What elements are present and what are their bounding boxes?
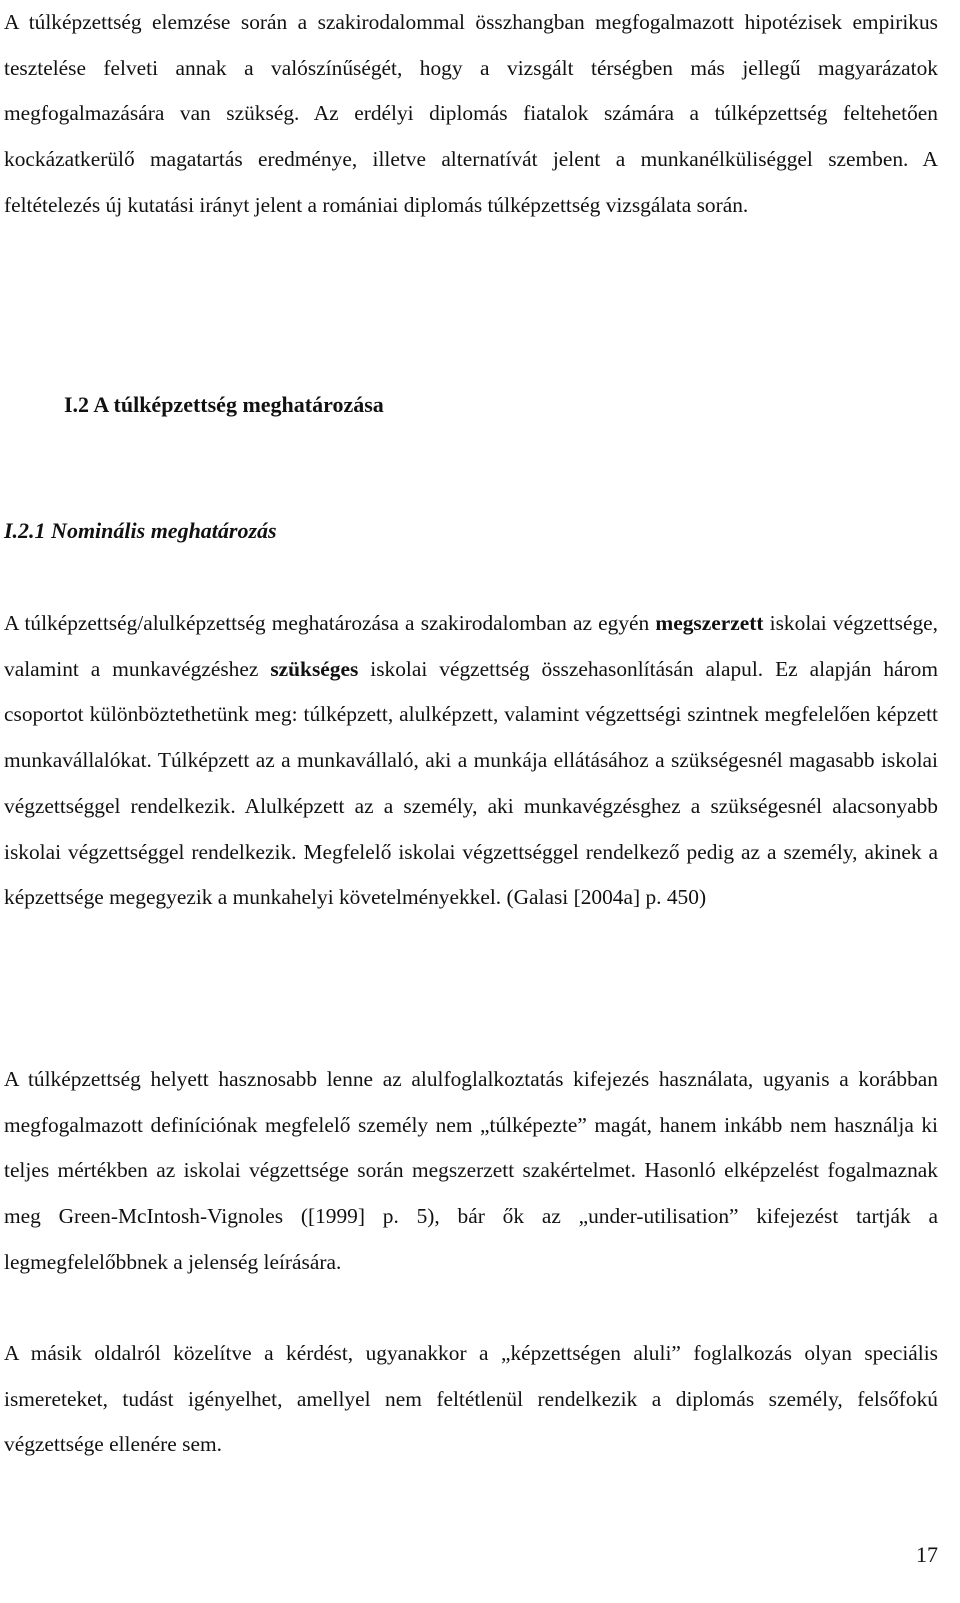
paragraph-text-segment: iskolai végzettsége, valamint a munkavégzéshez: [4, 611, 938, 681]
page-number: 17: [916, 1542, 938, 1567]
bold-term-acquired: megszerzett: [655, 611, 764, 635]
paragraph-text-segment: A túlképzettség/alulképzettség meghatározása a szakirodalomban az egyén: [4, 611, 656, 635]
paragraph-text-segment: iskolai végzettség összehasonlításán alapul. Ez alapján három csoportot különböztethetünk meg: túlképzett, alulképzett, valamint végzettségi szintnek megfelelően képzett munkavállalókat. Túlképzett az a munkavállaló, aki a munkája ellátásához a szükségesnél magasabb iskolai végzettséggel rendelkezik. Alulképzett az a személy, aki munkavégzésghez a szükségesnél alacsonyabb iskolai végzettséggel rendelkezik. Megfelelő iskolai végzettséggel rendelkező pedig az a személy, akinek a képzettsége megegyezik a munkahelyi követelményekkel. (Galasi [2004a] p. 450): [4, 656, 939, 910]
subsection-heading: I.2.1 Nominális meghatározás: [4, 518, 277, 543]
bold-term-required: szükséges: [270, 656, 359, 681]
section-heading: I.2 A túlképzettség meghatározása: [64, 392, 384, 417]
paragraph-underemployment: A túlképzettség helyett hasznosabb lenne az alulfoglalkoztatás kifejezés használata, ugyanis a korábban megfogalmazott definíciónak megfelelő személy nem „túlképezte” magát, hanem inkább nem használja ki teljes mértékben az iskolai végzettsége során megszerzett szakértelmet. Hasonló elképzelést fogalmaznak meg Green-McIntosh-Vignoles ([1999] p. 5), bár ők az „under-utilisation” kifejezést tartják a legmegfelelőbbnek a jelenség leírására.: [4, 1067, 938, 1274]
paragraph-overqualification-analysis: A túlképzettség elemzése során a szakirodalommal összhangban megfogalmazott hipotézisek empirikus tesztelése felveti annak a valószínűségét, hogy a vizsgált térségben más jellegű magyarázatok megfogalmazására van szükség. Az erdélyi diplomás fiatalok számára a túlképzettség feltehetően kockázatkerülő magatartás eredménye, illetve alternatívát jelent a munkanélküliséggel szemben. A feltételezés új kutatási irányt jelent a romániai diplomás túlképzettség vizsgálata során.: [4, 10, 938, 217]
paragraph-nominal-definition: [4, 601, 938, 921]
paragraph-other-side: A másik oldalról közelítve a kérdést, ugyanakkor a „képzettségen aluli” foglalkozás olyan speciális ismereteket, tudást igényelhet, amellyel nem feltétlenül rendelkezik a diplomás személy, felsőfokú végzettsége ellenére sem.: [4, 1341, 938, 1457]
